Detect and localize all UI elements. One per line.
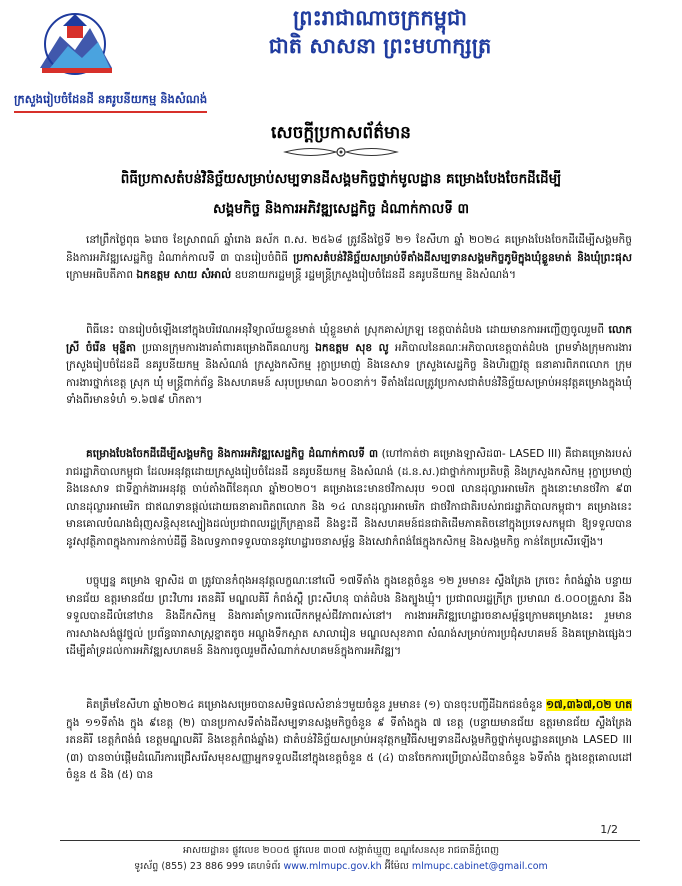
footer-phone: ទូរស័ព្ទ (855) 23 886 999 [134,861,245,872]
footer-contacts [0,860,682,874]
paragraph-4: បច្ចុប្បន្ន គម្រោង ឡាសិដ ៣ ត្រូវបានកំពុងអនុវត្តលក្ខណៈនៅលើ ១៧ទីតាំង ក្នុងខេត្តចំនួន ១២ រួមមាន៖ ស្ទឹងត្រែង ក្រចេះ កំពង់ឆ្នាំង បន្ទាយមានជ័យ ឧត្តរមានជ័យ ព្រះវិហារ រតនគិរី មណ្ឌលគិរី កំពង់ស្ពឺ ព្រះសីហនុ បាត់ដំបង និងត្បូងឃ្មុំ។ ប្រជាពលរដ្ឋក្រីក្រ ប្រមាណ ៥.០០០គ្រួសារ នឹងទទួលបានដីលំនៅឋាន និងដីកសិកម្ម និងការគាំទ្រការលើកកម្ពស់ជីវភាពរស់នៅ។ ការងារអភិវឌ្ឍហេដ្ឋារចនាសម្ព័ន្ធក្រោមគម្រោងនេះ រួមមាន ការសាងសង់ផ្លូវថ្នល់ ប្រព័ន្ធធារាសាស្ត្រខ្នាតតូច អណ្តូងទឹកស្អាត សាលារៀន មណ្ឌលសុខភាព សំណង់សម្រាប់ការប្រជុំសហគមន៍ និងគម្រោងផ្សេងៗ ដើម្បីគាំទ្រដល់ការអភិវឌ្ឍសហគមន៍ និងការចូលរួមពីសំណាក់សហគមន៍ក្នុងការអភិវឌ្ឍ។ [66,575,633,657]
heading-line-1: ពិធីប្រកាសតំបន់វិនិច្ឆ័យសម្រាប់សម្បទានដីសង្គមកិច្ចថ្នាក់មូលដ្ឋាន គម្រោងបែងចែកដីដើម្បី [120,171,562,187]
kingdom-motto [170,4,590,60]
p1-text-a: នៅព្រឹកថ្ងៃពុធ ៦រោច ខែស្រាពណ៍ ឆ្នាំរោង ឆស័ក ព.ស. ២៥៦៨ ត្រូវនឹងថ្ងៃទី ២១ ខែសីហា ឆ្នាំ ២០២៤ គម្រោងបែងចែកដីដើម្បីសង្គមកិច្ច និងការអភិវឌ្ឍសេដ្ឋកិច្ច ដំណាក់កាលទី ៣ បានរៀបចំពិធី [66,234,632,264]
footer-email-link[interactable]: mlmupc.cabinet@gmail.com [411,861,548,872]
p1-text-c: ក្រោមអធិបតីភាព [66,269,137,281]
footer-website-label: គេហទំព័រ [247,861,281,872]
paragraph-1 [66,232,632,285]
footer-email-label: អ៊ីម៉ែល [384,861,409,872]
p3-text-b: (ហៅកាត់ថា គម្រោងឡាសិដ៣- LASED III) គឺជាគម្រោងរបស់រាជរដ្ឋាភិបាលកម្ពុជា ដែលអនុវត្តដោយក្រសួងរៀបចំដែនដី នគរូបនីយកម្ម និងសំណង់ (ដ.ន.ស.)ជាថ្នាក់ការប្រតិបត្តិ និងក្រសួងកសិកម្ម រុក្ខាប្រមាញ់ និងនេសាទ ជាទីភ្នាក់ងារអនុវត្ត ចាប់តាំងពីខែតុលា ឆ្នាំ២០២០។ គម្រោងនេះមានថវិកាសរុប ១០៧ លានដុល្លារអាមេរិក ក្នុងនោះមានថវិកា ៩៣ លានដុល្លារអាមេរិក ជាឥណទានផ្តល់ដោយធនាគារពិភពលោក និង ១៤ លានដុល្លារអាមេរិក ជាថវិកាជាតិរបស់រាជរដ្ឋាភិបាលកម្ពុជា។ គម្រោងនេះ មានគោលបំណងជំរុញសន្តិសុខស្បៀងដល់ប្រជាពលរដ្ឋក្រីក្រគ្មានដី និងខ្វះដី និងសហគមន៍ជនជាតិដើមភាគតិចនៅក្នុងប្រទេសកម្ពុជា ឱ្យទទួលបាននូវសុវត្ថិភាពក្នុងការកាន់កាប់ដីធ្លី និងលទ្ធភាពទទួលបាននូវហេដ្ឋារចនាសម្ព័ន្ធ និងសេវាកំពង់ផែក្នុងកសិកម្ម និងសង្គមកិច្ច កាន់តែប្រសើរឡើង។ [66,448,632,548]
divider-ornament-icon [281,145,401,159]
nation-religion-king: ជាតិ សាសនា ព្រះមហាក្សត្រ [268,33,492,58]
paragraph-2 [66,322,632,410]
page-number: 1/2 [600,823,618,836]
p5-text-b: ក្នុង ១១ទីតាំង ក្នុង ៩ខេត្ត (២) បានប្រកាសទីតាំងដីសម្បទានសង្គមកិច្ចចំនួន ៩ ទីតាំងក្នុង ៧ ខេត្ត (បន្ទាយមានជ័យ ឧត្តរមានជ័យ ស្ទឹងត្រែង រតនគិរី ខេត្តកំពង់ធំ ខេត្តមណ្ឌលគិរី និងខេត្តកំពង់ឆ្នាំង) ជាតំបន់វិនិច្ឆ័យសម្រាប់អនុវត្តកម្មវិធីសម្បទានដីសង្គមកិច្ចថ្នាក់មូលដ្ឋានគម្រោង LASED III (៣) បានចាប់ផ្តើមដំណើរការជ្រើសរើសមុខសញ្ញាអ្នកទទួលដីនៅក្នុងខេត្តចំនួន ៥ (៤) បានចែកការប្រើប្រាស់ដីបានចំនួន ៦ទីតាំង ក្នុងខេត្តគោលដៅចំនួន ៥ និង (៥) បាន [66,716,632,781]
paragraph-5 [66,697,632,785]
kingdom-title: ព្រះរាជាណាចក្រកម្ពុជា [292,5,467,30]
p2-guest-name: លោកស្រី ចំរើន មុន្នីតា [66,324,632,354]
footer-divider [60,840,640,841]
p2-text-e: អភិបាលនៃគណៈអភិបាលខេត្តបាត់ដំបង ព្រមទាំងក្រុមការងារក្រសួងរៀបចំដែនដី នគរូបនីយកម្ម និងសំណង់ ក្រសួងកសិកម្ម រុក្ខាប្រមាញ់ និងនេសាទ ក្រសួងសេដ្ឋកិច្ច និងហិរញ្ញវត្ថុ ធនាគារពិភពលោក ក្រុមការងារថ្នាក់ខេត្ត ស្រុក ឃុំ មន្ត្រីពាក់ព័ន្ធ និងសហគមន៍ សរុបប្រមាណ ៦០០នាក់។ ទីតាំងដែលត្រូវប្រកាសជាតំបន់វិនិច្ឆ័យសម្រាប់អនុវត្តគម្រោងក្នុងឃុំទាំងពីរមានទំហំ ១.៦៧៩ ហិកតា។ [66,341,633,406]
p1-presider-name: ឯកឧត្តម សាយ សំអាល់ [136,269,232,281]
p2-text-a: ពិធីនេះ បានរៀបចំឡើងនៅក្នុងបរិវេណអនុវិទ្យាល័យខ្លួនមាត់ ឃុំខ្លួនមាត់ ស្រុកគាស់ក្រឡ ខេត្តបាត់ដំបង ដោយមានការអញ្ជើញចូលរួមពី [86,324,609,336]
paragraph-3 [66,446,632,551]
p3-project-name: គម្រោងបែងចែកដីដើម្បីសង្គមកិច្ច និងការអភិវឌ្ឍសេដ្ឋកិច្ច ដំណាក់កាលទី ៣ [86,448,378,460]
ministry-name: ក្រសួងរៀបចំដែនដី នគរូបនីយកម្ម និងសំណង់ [14,92,207,113]
p1-text-e: ឧបនាយករដ្ឋមន្ត្រី រដ្ឋមន្ត្រីក្រសួងរៀបចំដែនដី នគរូបនីយកម្ម និងសំណង់។ [231,269,516,281]
release-title: សេចក្តីប្រកាសព័ត៌មាន [271,123,411,143]
p2-governor-name: ឯកឧត្តម សុខ លូ [315,341,389,354]
ministry-emblem-icon [20,6,130,86]
heading-line-2: សង្គមកិច្ច និងការអភិវឌ្ឍសេដ្ឋកិច្ច ដំណាក់កាលទី ៣ [212,201,470,217]
p5-highlighted-area: ១៧,៣៦៧,០២ ហត [545,699,632,711]
p1-text-bold: ប្រកាសតំបន់វិនិច្ឆ័យសម្រាប់ទីតាំងដីសម្បទានសង្គមកិច្ចភូមិក្នុងឃុំខ្លួនមាត់ និងឃុំព្រះផុស [293,251,632,264]
p5-text-a: គិតត្រឹមខែសីហា ឆ្នាំ២០២៤ គម្រោងសម្រេចបានសមិទ្ធផលសំខាន់ៗមួយចំនួន រួមមាន៖ (១) បានចុះបញ្ជីដីឯកជនចំនួន [86,699,546,711]
footer-website-link[interactable]: www.mlmupc.gov.kh [283,861,382,872]
p2-text-c: ប្រធានក្រុមការងារគាំពារគម្រោងពីគណបក្ស [135,341,316,354]
footer-address: អាសយដ្ឋាន៖ ផ្លូវលេខ ២០០៥ ផ្លូវលេខ ៣០៧ សង្កាត់ឃ្មួញ ខណ្ឌសែនសុខ រាជធានីភ្នំពេញ [182,845,500,856]
